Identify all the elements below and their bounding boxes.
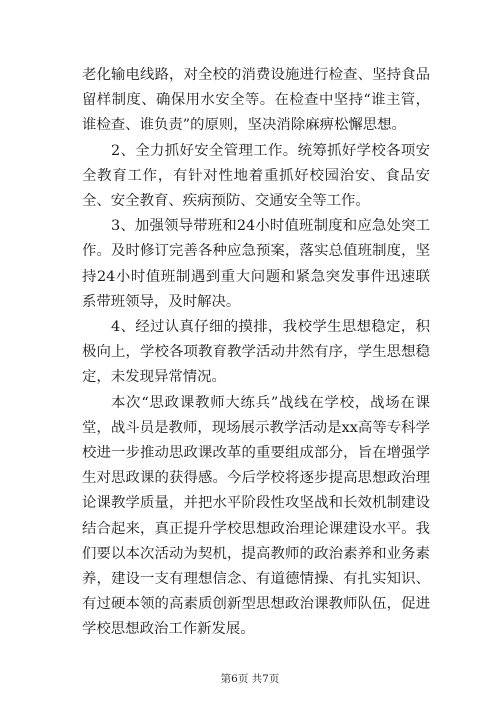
paragraph-summary: 本次“思政课教师大练兵”战线在学校，战场在课堂，战斗员是教师，现场展示教学活动是xx高等专科学校进一步推动思政课改革的重要组成部分，旨在增强学生对思政课的获得感。今后学校将逐步提高思想政治理论课教学质量，并把水平阶段性攻坚战和长效机制建设结合起来，真正提升学校思想政治理论课建设水平。我们要以本次活动为契机，提高教师的政治素养和业务素养，建设一支有理想信念、有道德情操、有扎实知识、有过硬本领的高素质创新型思想政治课教师队伍，促进学校思想政治工作新发展。	[82, 394, 430, 638]
page-number-footer: 第6页 共7页	[220, 673, 280, 685]
document-body	[82, 63, 430, 643]
paragraph-item-4: 4、经过认真仔细的摸排，我校学生思想稳定，积极向上，学校各项教育教学活动井然有序，学生思想稳定，未发现异常情况。	[82, 319, 430, 386]
paragraph-item-3: 3、加强领导带班和24小时值班制度和应急处突工作。及时修订完善各种应急预案，落实总值班制度，坚持24小时值班制遇到重大问题和紧急突发事件迅速联系带班领导，及时解决。	[82, 218, 430, 310]
paragraph-item-2: 2、全力抓好安全管理工作。统筹抓好学校各项安全教育工作，有针对性地着重抓好校园治安、食品安全、安全教育、疾病预防、交通安全等工作。	[82, 142, 430, 210]
paragraph-continuation: 老化输电线路，对全校的消费设施进行检查、坚持食品留样制度、确保用水安全等。在检查中坚持“谁主管，谁检查、谁负责”的原则，坚决消除麻痹松懈思想。	[82, 67, 430, 134]
